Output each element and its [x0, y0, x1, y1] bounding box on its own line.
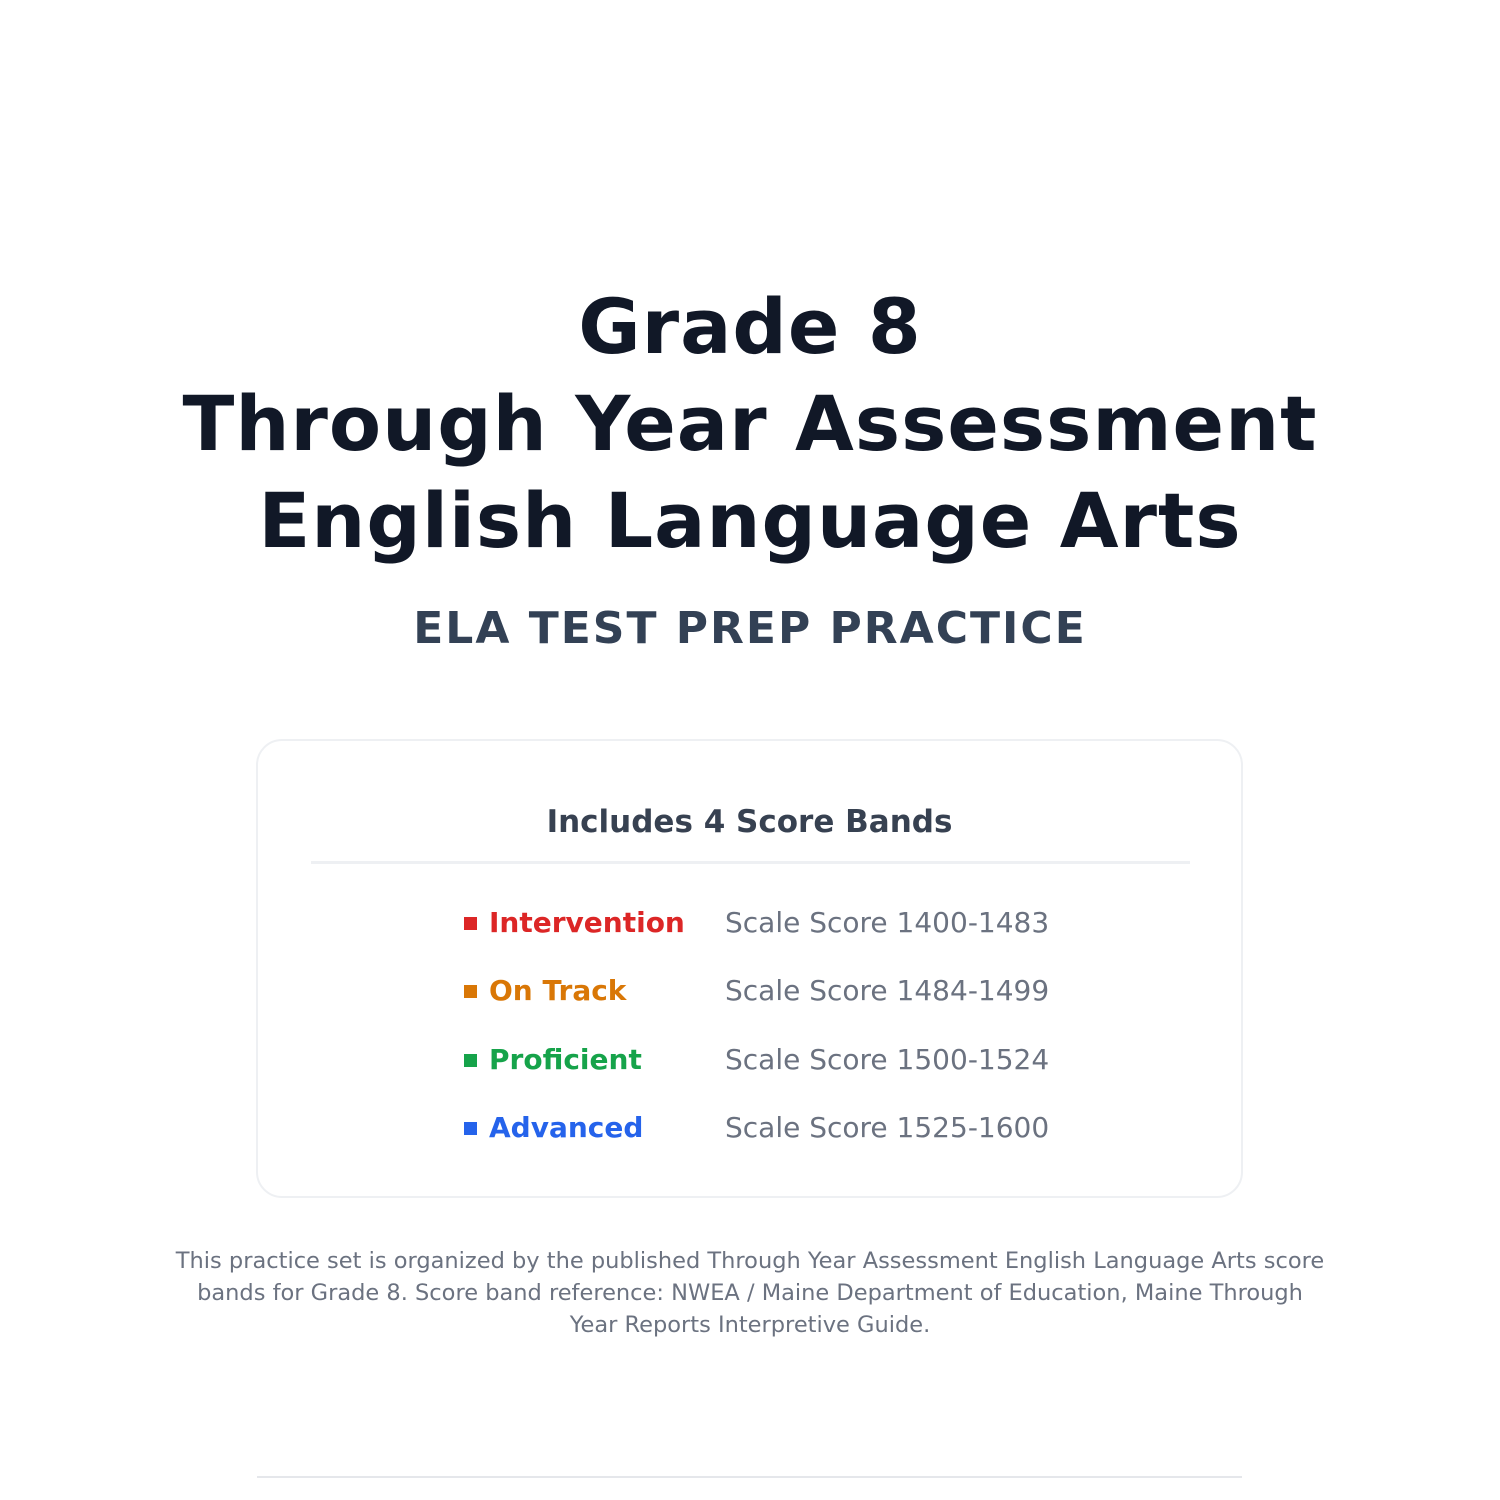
bottom-divider	[257, 1476, 1242, 1478]
card-divider	[311, 861, 1190, 864]
band-range: Scale Score 1500-1524	[725, 1043, 1050, 1076]
square-marker-icon	[464, 1122, 477, 1135]
title-assessment: Through Year Assessment	[182, 379, 1318, 468]
score-band-on-track	[464, 971, 1064, 1011]
band-range: Scale Score 1484-1499	[725, 974, 1050, 1007]
band-name: Intervention	[489, 906, 685, 939]
subtitle: ELA TEST PREP PRACTICE	[413, 603, 1087, 654]
source-footnote: This practice set is organized by the published Through Year Assessment English Language Arts score bands for Grade 8. Score band reference: NWEA / Maine Department of Education, Maine Through Year Reports Interpretive Guide.	[175, 1248, 1325, 1338]
title-grade: Grade 8	[578, 282, 922, 371]
score-band-advanced	[464, 1108, 1064, 1148]
title-subject: English Language Arts	[258, 476, 1242, 565]
page-title	[0, 278, 1500, 569]
score-band-intervention	[464, 903, 1064, 943]
band-name: On Track	[489, 974, 627, 1007]
square-marker-icon	[464, 1054, 477, 1067]
square-marker-icon	[464, 985, 477, 998]
band-range: Scale Score 1400-1483	[725, 906, 1050, 939]
band-name: Proficient	[489, 1043, 642, 1076]
band-range: Scale Score 1525-1600	[725, 1111, 1050, 1144]
band-name: Advanced	[489, 1111, 644, 1144]
square-marker-icon	[464, 917, 477, 930]
score-band-proficient	[464, 1040, 1064, 1080]
score-bands-heading: Includes 4 Score Bands	[546, 804, 953, 840]
score-bands-card	[256, 739, 1243, 1198]
